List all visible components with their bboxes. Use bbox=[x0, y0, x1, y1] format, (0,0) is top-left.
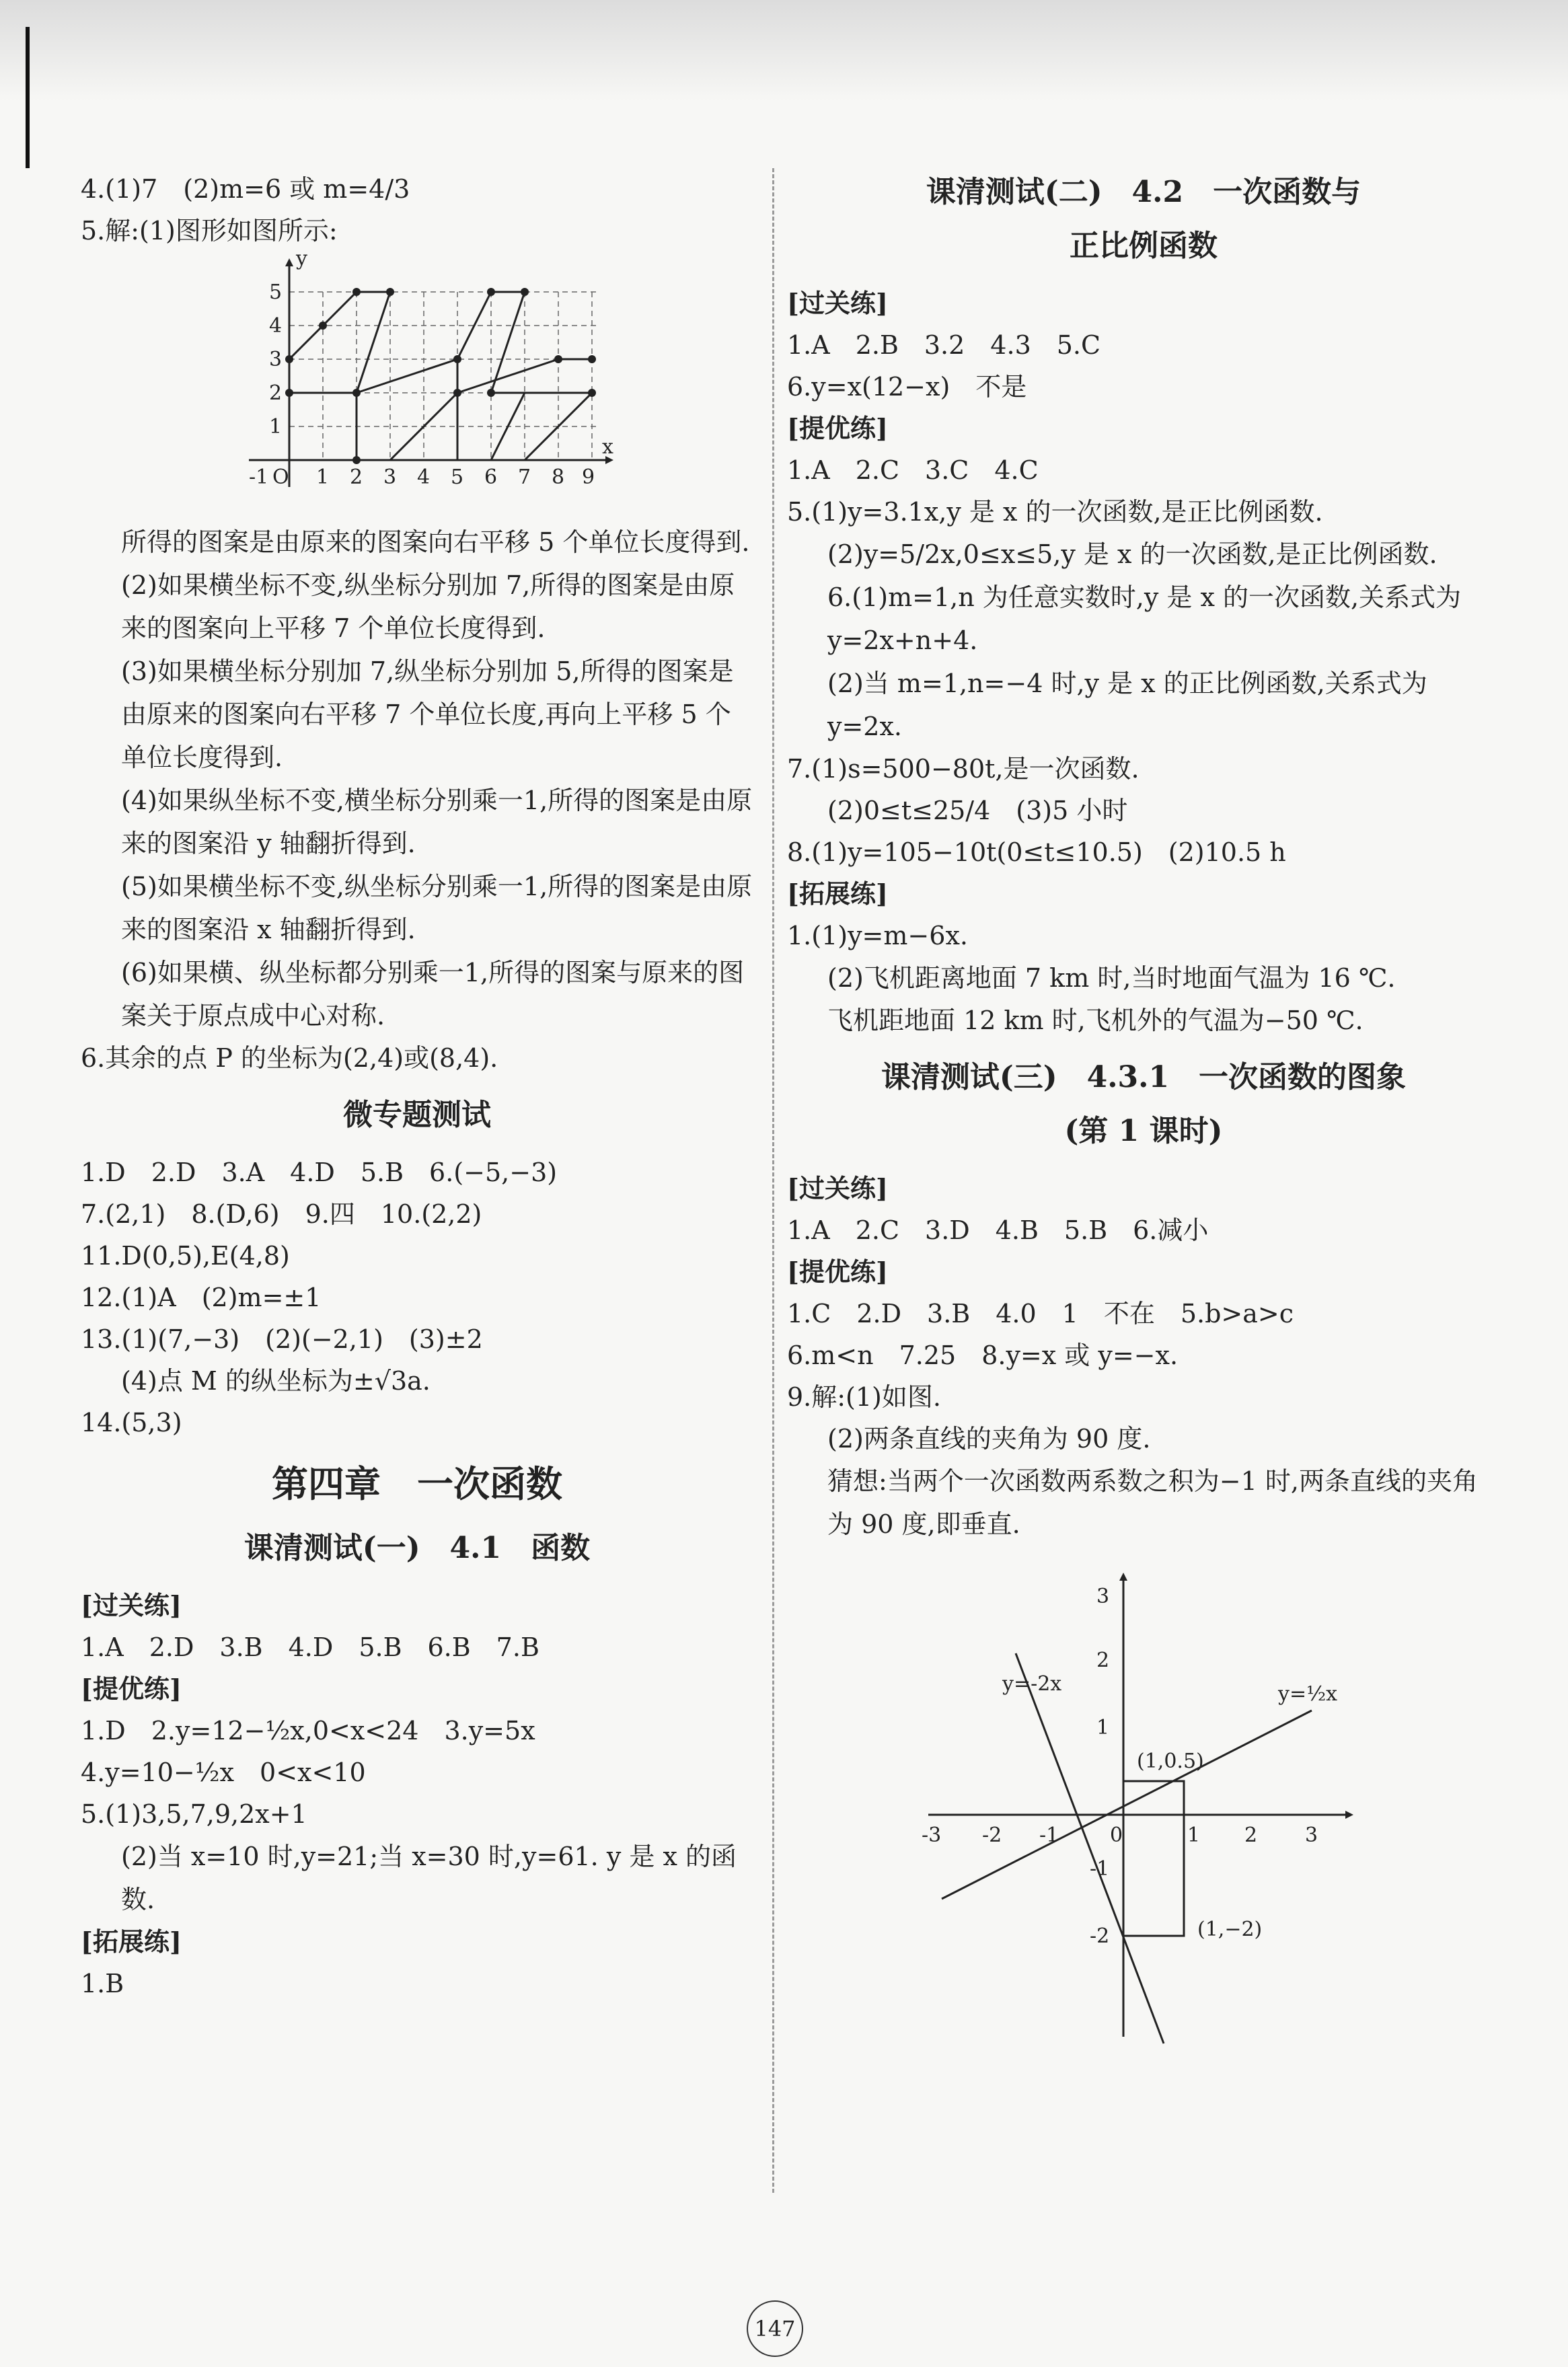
translation-grid-figure bbox=[195, 247, 613, 521]
answer-line: 5.(1)y=3.1x,y 是 x 的一次函数,是正比例函数. bbox=[787, 497, 1323, 527]
tick-y: 4 bbox=[269, 314, 283, 338]
tick-x: 4 bbox=[417, 465, 431, 489]
answer-para: (3)如果横坐标分别加 7,纵坐标分别加 5,所得的图案是由原来的图案向右平移 7 个单位长度,再向上平移 5 个单位长度得到. bbox=[121, 656, 734, 772]
answer-line: (2)0≤t≤25/4 (3)5 小时 bbox=[827, 796, 1128, 825]
answer-line: (4)点 M 的纵坐标为±√3a. bbox=[121, 1366, 431, 1396]
page-number: 147 bbox=[747, 2300, 803, 2357]
tick-x: 5 bbox=[451, 465, 464, 489]
answer-line: 飞机距地面 12 km 时,飞机外的气温为−50 ℃. bbox=[827, 1006, 1364, 1035]
section-title: 课清测试(三) 4.3.1 一次函数的图象 bbox=[881, 1060, 1407, 1094]
answer-para: 6.(1)m=1,n 为任意实数时,y 是 x 的一次函数,关系式为 y=2x+n+4. bbox=[827, 583, 1462, 655]
answer-line: 6.y=x(12−x) 不是 bbox=[787, 372, 1027, 402]
answer-para: (4)如果纵坐标不变,横坐标分别乘一1,所得的图案是由原来的图案沿 y 轴翻折得到. bbox=[121, 786, 753, 858]
answer-line: 14.(5,3) bbox=[81, 1408, 182, 1437]
tick-x: 2 bbox=[350, 465, 363, 489]
answer-line: 1.D 2.D 3.A 4.D 5.B 6.(−5,−3) bbox=[81, 1158, 558, 1187]
answer-line: 8.(1)y=105−10t(0≤t≤10.5) (2)10.5 h bbox=[787, 837, 1286, 867]
axis-label-y: y bbox=[296, 247, 307, 270]
tick-x: 3 bbox=[383, 465, 397, 489]
tick-y: 2 bbox=[1096, 1649, 1110, 1672]
tick-x: -1 bbox=[249, 465, 269, 489]
answer-q6: 6.其余的点 P 的坐标为(2,4)或(8,4). bbox=[81, 1043, 498, 1073]
axis-label-x: x bbox=[602, 435, 613, 459]
exercise-tag: [提优练] bbox=[787, 413, 888, 443]
answer-line: 9.解:(1)如图. bbox=[787, 1382, 941, 1412]
answer-line: 6.m<n 7.25 8.y=x 或 y=−x. bbox=[787, 1341, 1179, 1370]
left-column bbox=[81, 168, 753, 2004]
tick-y: 5 bbox=[269, 280, 283, 304]
tick-y: 2 bbox=[269, 381, 283, 405]
exercise-tag: [过关练] bbox=[81, 1590, 182, 1620]
tick-x: -2 bbox=[982, 1824, 1002, 1847]
section-title: 微专题测试 bbox=[343, 1098, 491, 1132]
answer-line: 1.A 2.B 3.2 4.3 5.C bbox=[787, 330, 1101, 360]
tick-x: 0 bbox=[1110, 1824, 1123, 1847]
exercise-tag: [过关练] bbox=[787, 288, 888, 318]
linear-functions-figure bbox=[915, 1566, 1359, 2050]
tick-x: 1 bbox=[1187, 1824, 1201, 1847]
exercise-tag: [拓展练] bbox=[81, 1926, 182, 1957]
answer-line: 1.C 2.D 3.B 4.0 1 不在 5.b>a>c bbox=[787, 1299, 1294, 1328]
line-label: y=½x bbox=[1278, 1682, 1338, 1706]
tick-x: 2 bbox=[1244, 1824, 1258, 1847]
answer-para: (2)当 x=10 时,y=21;当 x=30 时,y=61. y 是 x 的函数. bbox=[121, 1842, 737, 1914]
tick-x: -3 bbox=[922, 1824, 942, 1847]
answer-line: 4.y=10−½x 0<x<10 bbox=[81, 1758, 366, 1787]
answer-line: 1.A 2.C 3.C 4.C bbox=[787, 455, 1039, 485]
right-column bbox=[787, 168, 1500, 2050]
answer-line: 7.(2,1) 8.(D,6) 9.四 10.(2,2) bbox=[81, 1199, 482, 1229]
tick-x: 8 bbox=[552, 465, 565, 489]
answer-line: 11.D(0,5),E(4,8) bbox=[81, 1241, 290, 1271]
answer-line: 1.A 2.D 3.B 4.D 5.B 6.B 7.B bbox=[81, 1632, 539, 1662]
tick-x: 7 bbox=[518, 465, 531, 489]
tick-y: 1 bbox=[1096, 1716, 1110, 1739]
tick-x: O bbox=[272, 465, 289, 489]
answer-q5-intro: 5.解:(1)图形如图所示: bbox=[81, 216, 338, 246]
line-label: y=-2x bbox=[1002, 1672, 1062, 1696]
answer-line: 1.D 2.y=12−½x,0<x<24 3.y=5x bbox=[81, 1716, 535, 1745]
tick-y: 3 bbox=[269, 348, 283, 371]
tick-x: 9 bbox=[582, 465, 595, 489]
answer-para: (2)如果横坐标不变,纵坐标分别加 7,所得的图案是由原来的图案向上平移 7 个单位长度得到. bbox=[121, 570, 735, 643]
scan-shadow bbox=[0, 0, 1568, 101]
answer-para: (2)当 m=1,n=−4 时,y 是 x 的正比例函数,关系式为 y=2x. bbox=[827, 669, 1427, 741]
tick-x: 3 bbox=[1305, 1824, 1318, 1847]
exercise-tag: [提优练] bbox=[787, 1256, 888, 1287]
answer-line: (2)两条直线的夹角为 90 度. bbox=[827, 1424, 1151, 1454]
answer-para: (2)飞机距离地面 7 km 时,当时地面气温为 16 ℃. bbox=[827, 963, 1396, 993]
answer-line: 1.B bbox=[81, 1969, 124, 1998]
section-title: 课清测试(一) 4.1 函数 bbox=[244, 1531, 591, 1565]
answer-line: 1.A 2.C 3.D 4.B 5.B 6.减小 bbox=[787, 1215, 1209, 1245]
answer-para: 所得的图案是由原来的图案向右平移 5 个单位长度得到. bbox=[121, 527, 750, 557]
point-label: (1,0.5) bbox=[1137, 1750, 1204, 1773]
section-title: 课清测试(二) 4.2 一次函数与 bbox=[926, 175, 1361, 209]
tick-x: -1 bbox=[1039, 1824, 1059, 1847]
section-title: 正比例函数 bbox=[1070, 229, 1218, 263]
tick-x: 1 bbox=[316, 465, 330, 489]
answer-line: 7.(1)s=500−80t,是一次函数. bbox=[787, 754, 1140, 784]
point-label: (1,−2) bbox=[1197, 1918, 1263, 1941]
answer-line: 1.(1)y=m−6x. bbox=[787, 921, 968, 950]
exercise-tag: [提优练] bbox=[81, 1674, 182, 1704]
answer-line: 13.(1)(7,−3) (2)(−2,1) (3)±2 bbox=[81, 1324, 483, 1354]
tick-y: 1 bbox=[269, 415, 283, 439]
exercise-tag: [过关练] bbox=[787, 1173, 888, 1203]
answer-para: 猜想:当两个一次函数两系数之积为−1 时,两条直线的夹角为 90 度,即垂直. bbox=[827, 1466, 1478, 1539]
tick-y: 3 bbox=[1096, 1585, 1110, 1608]
section-title: (第 1 课时) bbox=[1064, 1114, 1223, 1148]
chapter-title: 第四章 一次函数 bbox=[272, 1462, 562, 1505]
answer-para: (2)y=5/2x,0≤x≤5,y 是 x 的一次函数,是正比例函数. bbox=[827, 539, 1438, 569]
binding-edge bbox=[26, 27, 30, 168]
tick-y: -2 bbox=[1090, 1924, 1110, 1948]
answer-para: (6)如果横、纵坐标都分别乘一1,所得的图案与原来的图案关于原点成中心对称. bbox=[121, 958, 745, 1030]
tick-y: -1 bbox=[1090, 1857, 1110, 1881]
column-divider bbox=[772, 168, 774, 2193]
answer-line: 5.(1)3,5,7,9,2x+1 bbox=[81, 1799, 307, 1829]
tick-x: 6 bbox=[484, 465, 498, 489]
answer-q4: 4.(1)7 (2)m=6 或 m=4/3 bbox=[81, 174, 410, 204]
answer-line: 12.(1)A (2)m=±1 bbox=[81, 1283, 322, 1312]
answer-para: (5)如果横坐标不变,纵坐标分别乘一1,所得的图案是由原来的图案沿 x 轴翻折得到. bbox=[121, 872, 753, 944]
exercise-tag: [拓展练] bbox=[787, 878, 888, 909]
